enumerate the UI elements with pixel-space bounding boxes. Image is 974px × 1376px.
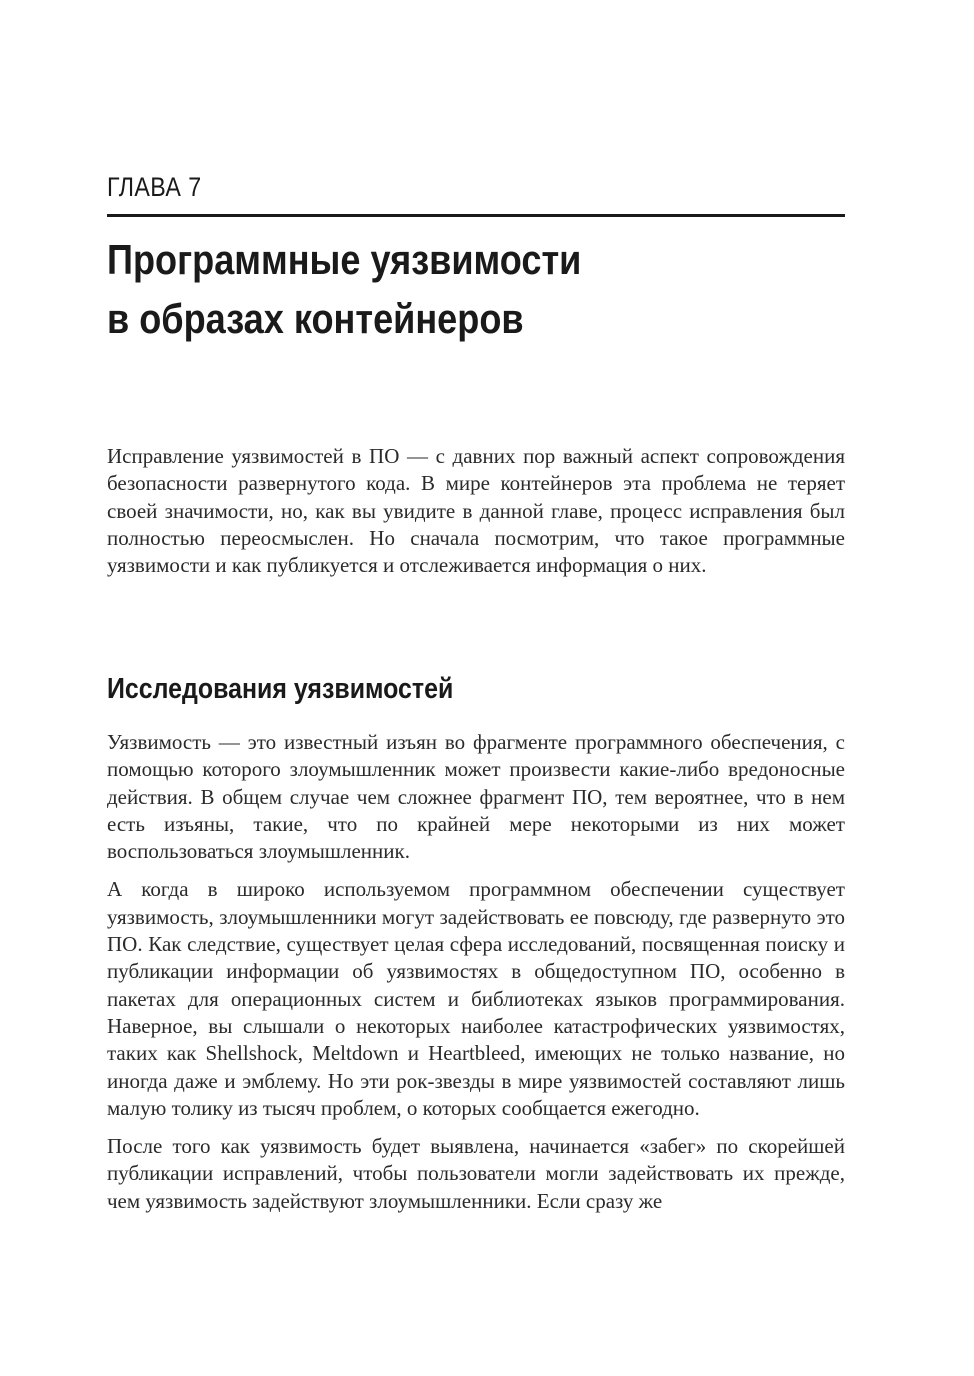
section-heading: Исследования уязвимостей: [107, 673, 454, 705]
book-page: [107, 0, 845, 1376]
intro-paragraph: Исправление уязвимостей в ПО — с давних пор важный аспект сопровождения безопасности развернутого кода. В мире контейнеров эта проблема не теряет своей значимости, но, как вы увидите в данной главе, процесс исправления был полностью переосмыслен. Но сначала посмотрим, что такое программные уязвимости и как публикуется и отслеживается информация о них.: [107, 444, 845, 578]
chapter-label: ГЛАВА 7: [107, 172, 202, 202]
chapter-title-line-1: Программные уязвимости: [107, 236, 582, 283]
section-body: [107, 729, 845, 1215]
chapter-title: [107, 230, 881, 348]
section-paragraph-2: А когда в широко используемом программном обеспечении существует уязвимость, злоумышленники могут задействовать ее повсюду, где развернуто это ПО. Как следствие, существует целая сфера исследований, посвященная поиску и публикации информации об уязвимостях в общедоступном ПО, особенно в пакетах для операционных систем и библиотеках языков программирования. Наверное, вы слышали о некоторых наиболее катастрофических уязвимостях, таких как Shellshock, Meltdown и Heartbleed, имеющих не только название, но иногда даже и эмблему. Но эти рок-звезды в мире уязвимостей составляют лишь малую толику из тысяч проблем, о которых сообщается ежегодно.: [107, 877, 845, 1120]
section-paragraph-1: Уязвимость — это известный изъян во фрагменте программного обеспечения, с помощью которого злоумышленник может произвести какие-либо вредоносные действия. В общем случае чем сложнее фрагмент ПО, тем вероятнее, что в нем есть изъяны, такие, что по крайней мере некоторыми из них может воспользоваться злоумышленник.: [107, 730, 845, 864]
section-paragraph-3: После того как уязвимость будет выявлена, начинается «забег» по скорейшей публикации исправлений, чтобы пользователи могли задействовать их прежде, чем уязвимость задействуют злоумышленники. Если сразу же: [107, 1134, 845, 1213]
chapter-title-line-2: в образах контейнеров: [107, 295, 524, 342]
chapter-rule: [107, 214, 845, 217]
